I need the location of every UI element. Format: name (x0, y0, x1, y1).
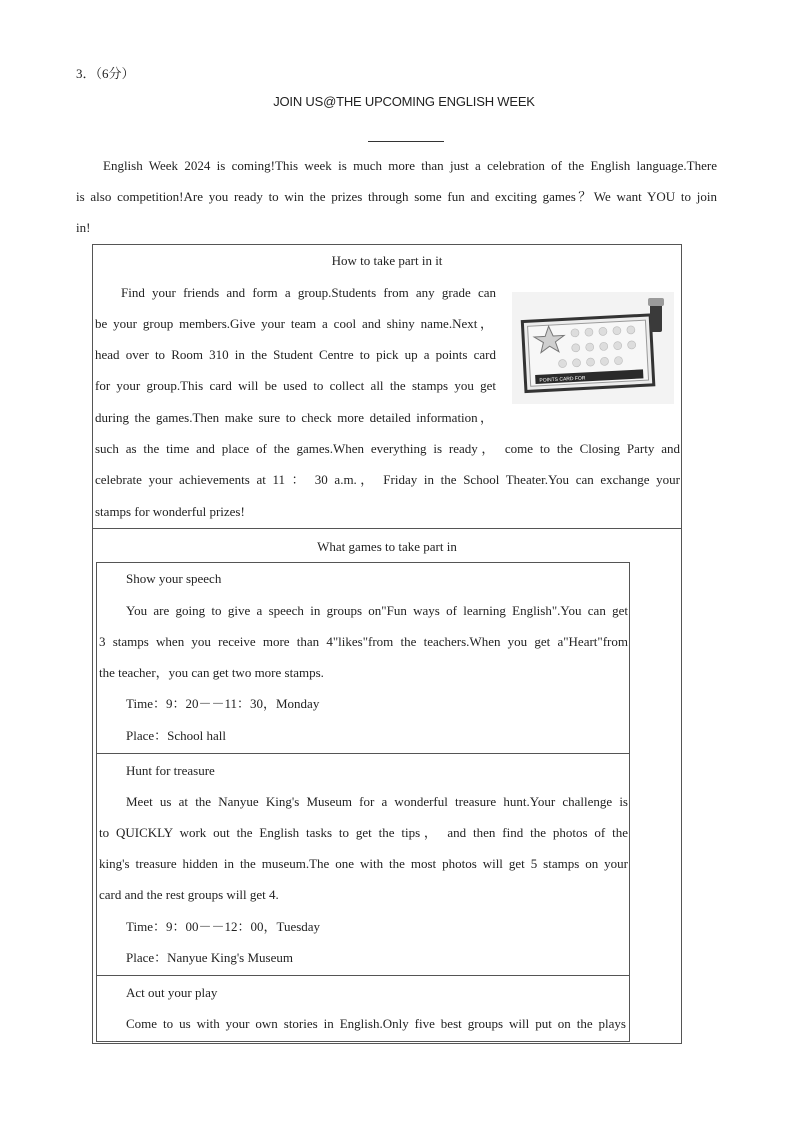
how-line-8: stamps for wonderful prizes! (95, 504, 245, 519)
points-card-photo (512, 292, 674, 404)
intro-line-1: English Week 2024 is coming!This week is much more than just a celebration of the English language.There (103, 158, 717, 173)
games-heading: What games to take part in (317, 539, 457, 554)
how-line-7: celebrate your achievements at 11 ： 30 a.m.， Friday in the School Theater.You can exchange your (95, 472, 680, 487)
question-number: 3．（6分） (76, 66, 135, 81)
game-1-name: Show your speech (126, 571, 222, 586)
page-title: JOIN US@THE UPCOMING ENGLISH WEEK (273, 94, 535, 109)
how-line-2: be your group members.Give your team a cool and shiny name.Next， (95, 316, 493, 331)
game-1-line-2: 3 stamps when you receive more than 4"likes"from the teachers.When you get a"Heart"from (99, 634, 628, 649)
how-heading: How to take part in it (331, 253, 443, 268)
game-divider (96, 975, 630, 976)
game-1-place: Place：School hall (126, 728, 227, 743)
how-line-4: for your group.This card will be used to collect all the stamps you get (95, 378, 496, 393)
section-divider (92, 528, 682, 529)
game-2-line-1: Meet us at the Nanyue King's Museum for a wonderful treasure hunt.Your challenge is (126, 794, 628, 809)
game-2-place: Place：Nanyue King's Museum (126, 950, 293, 965)
card-label: POINTS CARD FOR (539, 375, 586, 384)
game-2-line-4: card and the rest groups will get 4. (99, 887, 279, 902)
game-1-time: Time：9：20－－11：30，Monday (126, 696, 320, 711)
game-2-line-3: king's treasure hidden in the museum.The one with the most photos will get 5 stamps on your (99, 856, 628, 871)
how-line-3: head over to Room 310 in the Student Centre to pick up a points card (95, 347, 496, 362)
title-underline (368, 141, 444, 142)
intro-line-2: is also competition!Are you ready to win the prizes through some fun and exciting games？We want YOU to join (76, 189, 717, 204)
game-divider (96, 753, 630, 754)
game-3-name: Act out your play (126, 985, 218, 1000)
how-line-6: such as the time and place of the games.When everything is ready， come to the Closing Party and (95, 441, 680, 456)
how-line-5: during the games.Then make sure to check more detailed information， (95, 410, 493, 425)
game-3-line-1: Come to us with your own stories in English.Only five best groups will put on the plays (126, 1016, 626, 1031)
game-2-line-2: to QUICKLY work out the English tasks to get the tips， and then find the photos of the (99, 825, 628, 840)
intro-line-3: in! (76, 220, 91, 235)
game-2-name: Hunt for treasure (126, 763, 215, 778)
game-2-time: Time：9：00－－12：00，Tuesday (126, 919, 321, 934)
game-1-line-1: You are going to give a speech in groups on"Fun ways of learning English".You can get (126, 603, 628, 618)
game-1-line-3: the teacher，you can get two more stamps. (99, 665, 324, 680)
how-line-1: Find your friends and form a group.Students from any grade can (121, 285, 496, 300)
